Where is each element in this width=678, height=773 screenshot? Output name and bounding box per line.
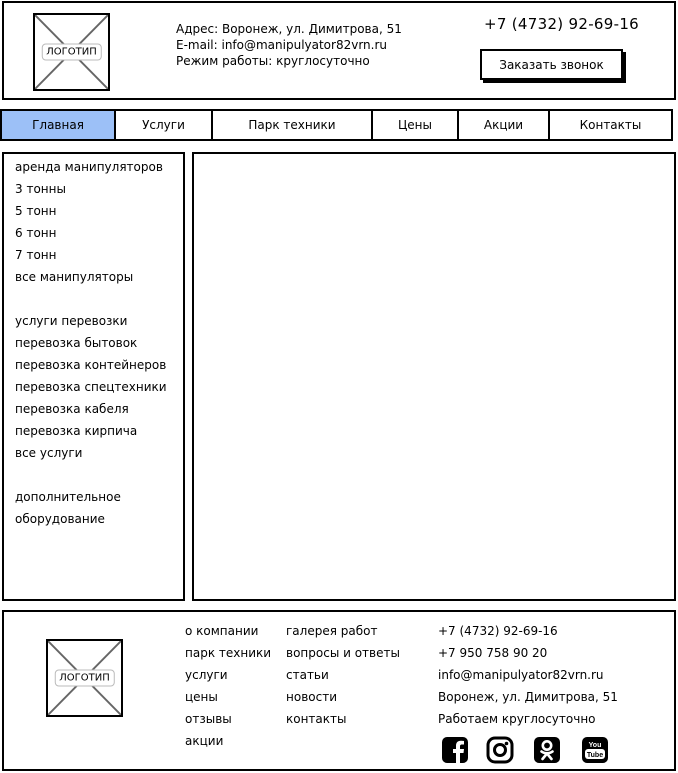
footer-link-about[interactable]: о компании (185, 624, 259, 638)
footer-link-contacts[interactable]: контакты (286, 712, 347, 726)
logo-label: ЛОГОТИП (41, 44, 101, 61)
footer-email[interactable]: info@manipulyator82vrn.ru (438, 668, 604, 682)
header-hours: Режим работы: круглосуточно (176, 54, 370, 68)
footer-link-articles[interactable]: статьи (286, 668, 329, 682)
footer-phone-2[interactable]: +7 950 758 90 20 (438, 646, 548, 660)
instagram-icon[interactable] (486, 736, 514, 764)
nav-item-promotions[interactable]: Акции (459, 111, 550, 139)
sidebar-item-equipment[interactable]: оборудование (15, 512, 105, 526)
nav-item-services[interactable]: Услуги (116, 111, 213, 139)
header-logo[interactable] (33, 13, 110, 91)
footer-address: Воронеж, ул. Димитрова, 51 (438, 690, 618, 704)
sidebar-item-machinery-transport[interactable]: перевозка спецтехники (15, 380, 167, 394)
footer-link-reviews[interactable]: отзывы (185, 712, 232, 726)
logo-label: ЛОГОТИП (54, 670, 114, 687)
nav-item-home[interactable]: Главная (2, 111, 116, 139)
sidebar-item-5-tons[interactable]: 5 тонн (15, 204, 57, 218)
sidebar-item-additional[interactable]: дополнительное (15, 490, 121, 504)
sidebar-item-cabin-transport[interactable]: перевозка бытовок (15, 336, 138, 350)
header-address: Адрес: Воронеж, ул. Димитрова, 51 (176, 22, 402, 36)
sidebar-item-3-tons[interactable]: 3 тонны (15, 182, 66, 196)
footer-link-fleet[interactable]: парк техники (185, 646, 272, 660)
footer-link-faq[interactable]: вопросы и ответы (286, 646, 400, 660)
svg-text:Tube: Tube (586, 752, 604, 759)
footer-link-promotions[interactable]: акции (185, 734, 224, 748)
sidebar-item-all-manipulators[interactable]: все манипуляторы (15, 270, 134, 284)
sidebar (2, 152, 185, 601)
footer-hours: Работаем круглосуточно (438, 712, 596, 726)
sidebar-item-brick-transport[interactable]: перевозка кирпича (15, 424, 138, 438)
nav-item-fleet[interactable]: Парк техники (213, 111, 373, 139)
footer-logo[interactable] (46, 639, 123, 717)
footer-link-services[interactable]: услуги (185, 668, 228, 682)
footer-phone-1[interactable]: +7 (4732) 92-69-16 (438, 624, 558, 638)
main-content (192, 152, 676, 601)
header-phone[interactable]: +7 (4732) 92-69-16 (484, 15, 640, 33)
sidebar-item-all-services[interactable]: все услуги (15, 446, 83, 460)
odnoklassniki-icon[interactable] (533, 736, 561, 764)
youtube-icon[interactable] (581, 736, 609, 764)
footer-link-prices[interactable]: цены (185, 690, 218, 704)
footer-link-news[interactable]: новости (286, 690, 337, 704)
svg-text:You: You (588, 742, 602, 749)
nav-item-prices[interactable]: Цены (373, 111, 459, 139)
facebook-icon[interactable] (441, 736, 469, 764)
sidebar-item-container-transport[interactable]: перевозка контейнеров (15, 358, 167, 372)
nav-item-contacts[interactable]: Контакты (579, 118, 642, 132)
sidebar-item-manipulator-rental[interactable]: аренда манипуляторов (15, 160, 163, 174)
sidebar-item-6-tons[interactable]: 6 тонн (15, 226, 57, 240)
header-email[interactable]: E-mail: info@manipulyator82vrn.ru (176, 38, 388, 52)
sidebar-item-cable-transport[interactable]: перевозка кабеля (15, 402, 129, 416)
callback-button[interactable]: Заказать звонок (480, 49, 623, 80)
footer-link-gallery[interactable]: галерея работ (286, 624, 378, 638)
main-nav (0, 109, 673, 141)
sidebar-item-7-tons[interactable]: 7 тонн (15, 248, 57, 262)
sidebar-item-transport-services[interactable]: услуги перевозки (15, 314, 128, 328)
